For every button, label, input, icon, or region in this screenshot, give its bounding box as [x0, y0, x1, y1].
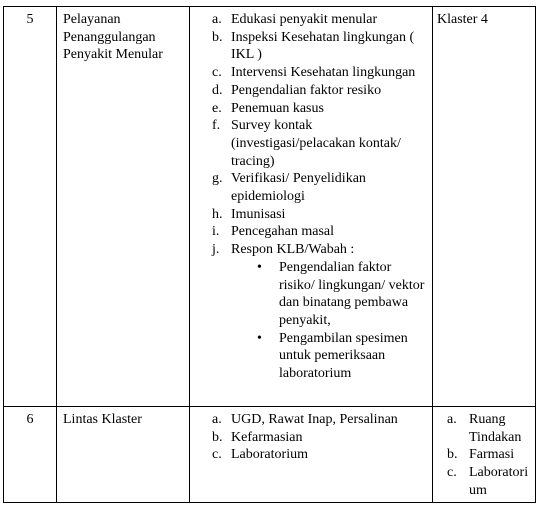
list-item: j. Respon KLB/Wabah : • Pengendalian faktor risiko/ lingkungan/ vektor dan binatang pembawa penyakit, • Pengambilan spesimen untuk pemeriksaan laboratorium: [212, 241, 428, 383]
list-item: b. Kefarmasian: [212, 429, 303, 445]
list-item: a. Ruang Tindakan: [447, 412, 522, 445]
list-item: g. Verifikasi/ Penyelidikan epidemiologi: [212, 171, 366, 205]
list-item: i. Pencegahan masal: [212, 224, 335, 240]
list-item: b. Inspeksi Kesehatan lingkungan ( IKL ): [212, 29, 415, 63]
list-item: c. Laboratorium: [212, 447, 308, 463]
activity-list: [212, 11, 428, 383]
list-item: a. Edukasi penyakit menular: [212, 12, 378, 27]
row-number: 6: [4, 407, 57, 503]
klaster-list: [437, 411, 531, 500]
klaster-cell: [433, 407, 536, 503]
program-name: Pelayanan Penanggulangan Penyakit Menular: [57, 7, 190, 407]
sub-bullet-list: [231, 259, 428, 383]
table-row: [4, 407, 536, 503]
list-item: c. Intervensi Kesehatan lingkungan: [212, 65, 416, 81]
list-item: • Pengambilan spesimen untuk pemeriksaan laboratorium: [257, 330, 408, 382]
bullet-icon: •: [257, 259, 262, 275]
table-row: [4, 7, 536, 407]
list-item: a. UGD, Rawat Inap, Persalinan: [212, 412, 398, 427]
list-item: h. Imunisasi: [212, 206, 286, 222]
list-item: c. Laboratorium: [447, 465, 529, 498]
klaster-cell: Klaster 4: [433, 7, 536, 407]
list-item: e. Penemuan kasus: [212, 100, 324, 116]
list-item: f. Survey kontak (investigasi/pelacakan kontak/ tracing): [212, 118, 401, 169]
list-item: d. Pengendalian faktor resiko: [212, 82, 382, 98]
program-table: [3, 6, 536, 503]
list-item: b. Farmasi: [447, 447, 515, 463]
bullet-icon: •: [257, 330, 262, 346]
program-name: Lintas Klaster: [57, 407, 190, 503]
list-item: • Pengendalian faktor risiko/ lingkungan/ vektor dan binatang pembawa penyakit,: [257, 259, 425, 328]
activity-cell: [190, 407, 433, 503]
activity-cell: [190, 7, 433, 407]
row-number: 5: [4, 7, 57, 407]
activity-list: [212, 411, 428, 464]
